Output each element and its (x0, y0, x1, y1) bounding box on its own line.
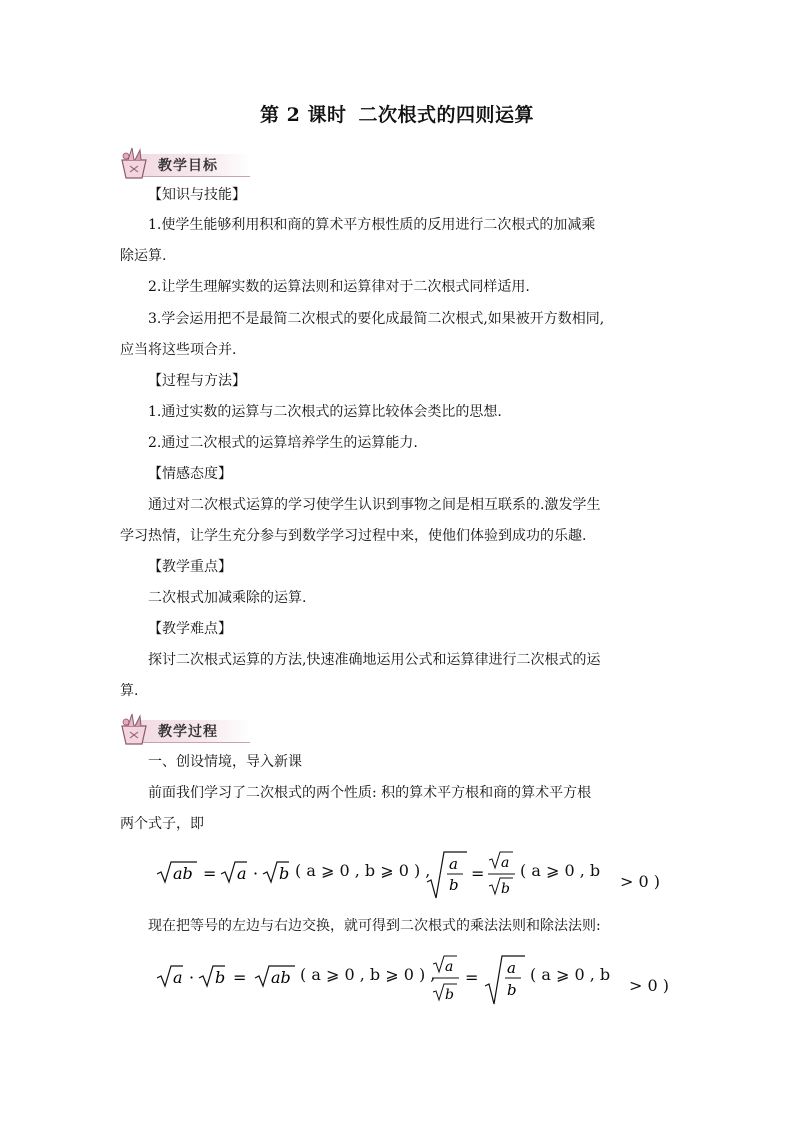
k3-line2: 应当将这些项合并. (120, 342, 237, 358)
svg-text:·: · (253, 864, 259, 883)
intro-line1: 前面我们学习了二次根式的两个性质: 积的算术平方根和商的算术平方根 (148, 785, 592, 801)
svg-text:b: b (507, 981, 517, 999)
title-prefix: 第 2 课时 (260, 104, 347, 126)
svg-text:=: = (471, 864, 485, 883)
svg-text:ab: ab (173, 864, 193, 883)
objectives-badge-label: 教学目标 (158, 158, 218, 174)
title-main: 二次根式的四则运算 (358, 104, 534, 126)
page-title (0, 100, 794, 127)
formula-multiplication-division-rules (155, 952, 670, 1012)
knowledge-heading: 【知识与技能】 (148, 187, 246, 203)
difficulty-line1: 探讨二次根式运算的方法,快速准确地运用公式和运算律进行二次根式的运 (148, 652, 601, 668)
formula-1-condition-1: ( a ⩾ 0 , b ⩾ 0 ) , (295, 861, 431, 880)
k1-line2: 除运算. (120, 248, 167, 264)
k2-text: 2.让学生理解实数的运算法则和运算律对于二次根式同样适用. (148, 279, 530, 295)
formula-2-condition-2-end: > 0 ) (629, 976, 669, 995)
section-badge-objectives (116, 146, 256, 180)
svg-text:a: a (449, 855, 458, 873)
difficulty-heading: 【教学难点】 (148, 621, 232, 637)
key-point-heading: 【教学重点】 (148, 559, 232, 575)
key-point-text: 二次根式加减乘除的运算. (148, 590, 307, 606)
formula-1-condition-2: ( a ⩾ 0 , b (520, 861, 601, 880)
svg-text:a: a (445, 959, 454, 975)
svg-text:ab: ab (271, 968, 291, 987)
svg-text:=: = (203, 864, 217, 883)
formula-1-condition-2-end: > 0 ) (620, 872, 660, 891)
intro-line2: 两个式子，即 (120, 816, 204, 832)
process-badge-label: 教学过程 (158, 724, 218, 740)
p2-text: 2.通过二次根式的运算培养学生的运算能力. (148, 435, 418, 451)
k3-line1: 3.学会运用把不是最简二次根式的要化成最简二次根式,如果被开方数相同, (148, 311, 605, 327)
k1-line1: 1.使学生能够利用积和商的算术平方根性质的反用进行二次根式的加减乘 (148, 217, 596, 233)
emotion-heading: 【情感态度】 (148, 466, 232, 482)
formula-product-quotient-properties (155, 848, 665, 904)
swap-text: 现在把等号的左边与右边交换，就可得到二次根式的乘法法则和除法法则: (148, 918, 601, 934)
difficulty-line2: 算. (120, 683, 139, 699)
emotion-line2: 学习热情，让学生充分参与到数学学习过程中来，使他们体验到成功的乐趣. (120, 528, 587, 544)
svg-text:·: · (189, 968, 195, 987)
svg-text:=: = (233, 968, 247, 987)
svg-text:b: b (215, 968, 226, 987)
svg-text:b: b (279, 864, 290, 883)
pencil-cup-icon (116, 712, 156, 746)
svg-text:=: = (465, 968, 479, 987)
step1-heading: 一、创设情境，导入新课 (148, 754, 302, 770)
svg-text:a: a (173, 968, 183, 987)
emotion-line1: 通过对二次根式运算的学习使学生认识到事物之间是相互联系的.激发学生 (148, 497, 601, 513)
formula-2-condition-2: ( a ⩾ 0 , b (530, 965, 611, 984)
formula-2-condition-1: ( a ⩾ 0 , b ⩾ 0 ) , (300, 965, 436, 984)
svg-text:b: b (449, 876, 459, 894)
pencil-cup-icon (116, 146, 156, 180)
svg-text:b: b (445, 987, 454, 1003)
process-method-heading: 【过程与方法】 (148, 373, 246, 389)
svg-text:a: a (237, 864, 247, 883)
section-badge-process (116, 712, 256, 746)
svg-text:b: b (501, 881, 510, 897)
svg-text:a: a (507, 959, 516, 977)
svg-text:a: a (501, 855, 510, 871)
p1-text: 1.通过实数的运算与二次根式的运算比较体会类比的思想. (148, 404, 502, 420)
